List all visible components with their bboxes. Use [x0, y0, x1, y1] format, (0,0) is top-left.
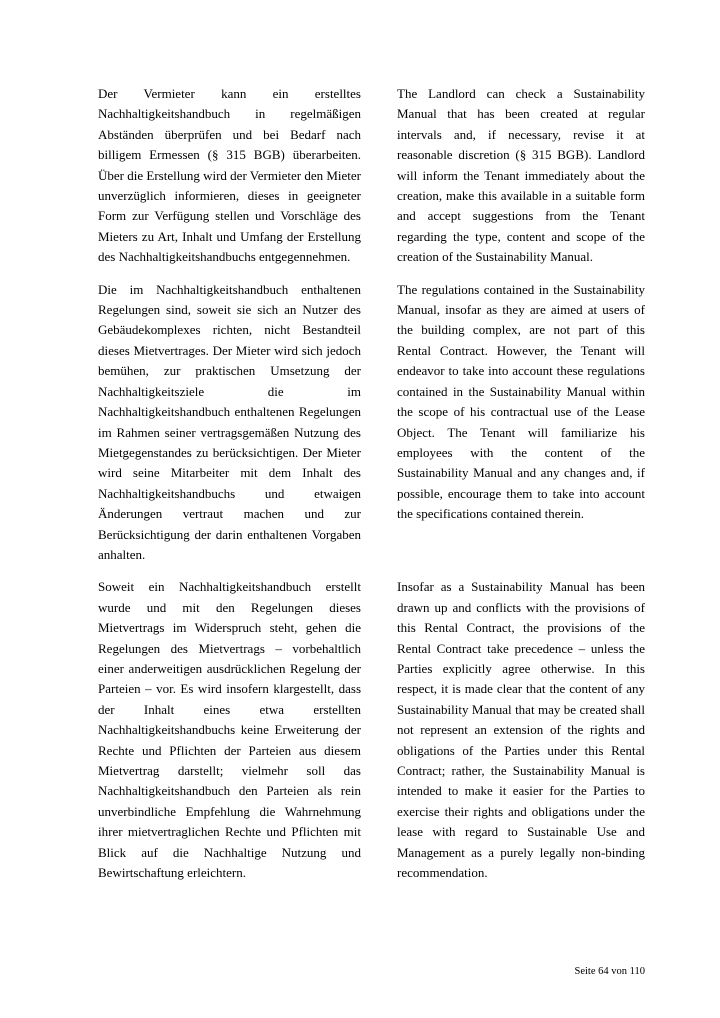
contract-body: [98, 84, 645, 895]
paragraph-english-3: Insofar as a Sustainability Manual has been drawn up and conflicts with the provisions of this Rental Contract, the provisions of the Rental Contract take precedence – unless the Parties explicitly agree otherwise. In this respect, it is made clear that the content of any Sustainability Manual that may be created shall not represent an extension of the rights and obligations of the Parties under this Rental Contract; rather, the Sustainability Manual is intended to make it easier for the Parties to exercise their rights and obligations under the lease with regard to Sustainable Use and Management as a purely legally non-binding recommendation.: [397, 579, 645, 881]
clause-row-2: [98, 280, 645, 566]
paragraph-english-2: The regulations contained in the Sustainability Manual, insofar as they are aimed at users of the building complex, are not part of this Rental Contract. However, the Tenant will endeavor to take into account these regulations contained in the Sustainability Manual within the scope of his contractual use of the Lease Object. The Tenant will familiarize his employees with the content of the Sustainability Manual and any changes and, if possible, encourage them to take into account the specifications contained therein.: [397, 281, 645, 522]
paragraph-german-3: Soweit ein Nachhaltigkeitshandbuch erstellt wurde und mit den Regelungen dieses Mietvertrags im Widerspruch steht, gehen die Regelungen des Mietvertrags – vorbehaltlich einer anderweitigen ausdrücklichen Regelung der Parteien – vor. Es wird insofern klargestellt, dass der Inhalt eines etwa erstellten Nachhaltigkeitshandbuchs keine Erweiterung der Rechte und Pflichten der Parteien aus diesem Mietvertrag darstellt; vielmehr soll das Nachhaltigkeitshandbuch den Parteien als rein unverbindliche Empfehlung die Wahrnehmung ihrer mietvertraglichen Rechte und Pflichten mit Blick auf die Nachhaltige Nutzung und Bewirtschaftung erleichtern.: [98, 579, 361, 881]
paragraph-german-1: Der Vermieter kann ein erstelltes Nachhaltigkeitshandbuch in regelmäßigen Abständen überprüfen und bei Bedarf nach billigem Ermessen (§ 315 BGB) überarbeiten. Über die Erstellung wird der Vermieter den Mieter unverzüglich informieren, dieses in geeigneter Form zur Verfügung stellen und Vorschläge des Mieters zu Art, Inhalt und Umfang der Erstellung des Nachhaltigkeitshandbuchs entgegennehmen.: [98, 86, 361, 265]
paragraph-english-1: The Landlord can check a Sustainability Manual that has been created at regular intervals and, if necessary, revise it at reasonable discretion (§ 315 BGB). Landlord will inform the Tenant immediately about the creation, make this available in a suitable form and accept suggestions from the Tenant regarding the type, content and scope of the creation of the Sustainability Manual.: [397, 86, 645, 265]
clause-row-1: [98, 84, 645, 268]
clause-row-3: [98, 577, 645, 883]
page-number: Seite 64 von 110: [574, 966, 645, 977]
paragraph-german-2: Die im Nachhaltigkeitshandbuch enthaltenen Regelungen sind, soweit sie sich an Nutzer des Gebäudekomplexes richten, nicht Bestandteil dieses Mietvertrages. Der Mieter wird sich jedoch bemühen, zur praktischen Umsetzung der Nachhaltigkeitsziele die im Nachhaltigkeitshandbuch enthaltenen Regelungen im Rahmen seiner vertragsgemäßen Nutzung des Mietgegenstandes zu berücksichtigen. Der Mieter wird seine Mitarbeiter mit dem Inhalt des Nachhaltigkeitshandbuchs und etwaigen Änderungen vertraut machen und zur Berücksichtigung der darin enthaltenen Vorgaben anhalten.: [98, 281, 361, 562]
